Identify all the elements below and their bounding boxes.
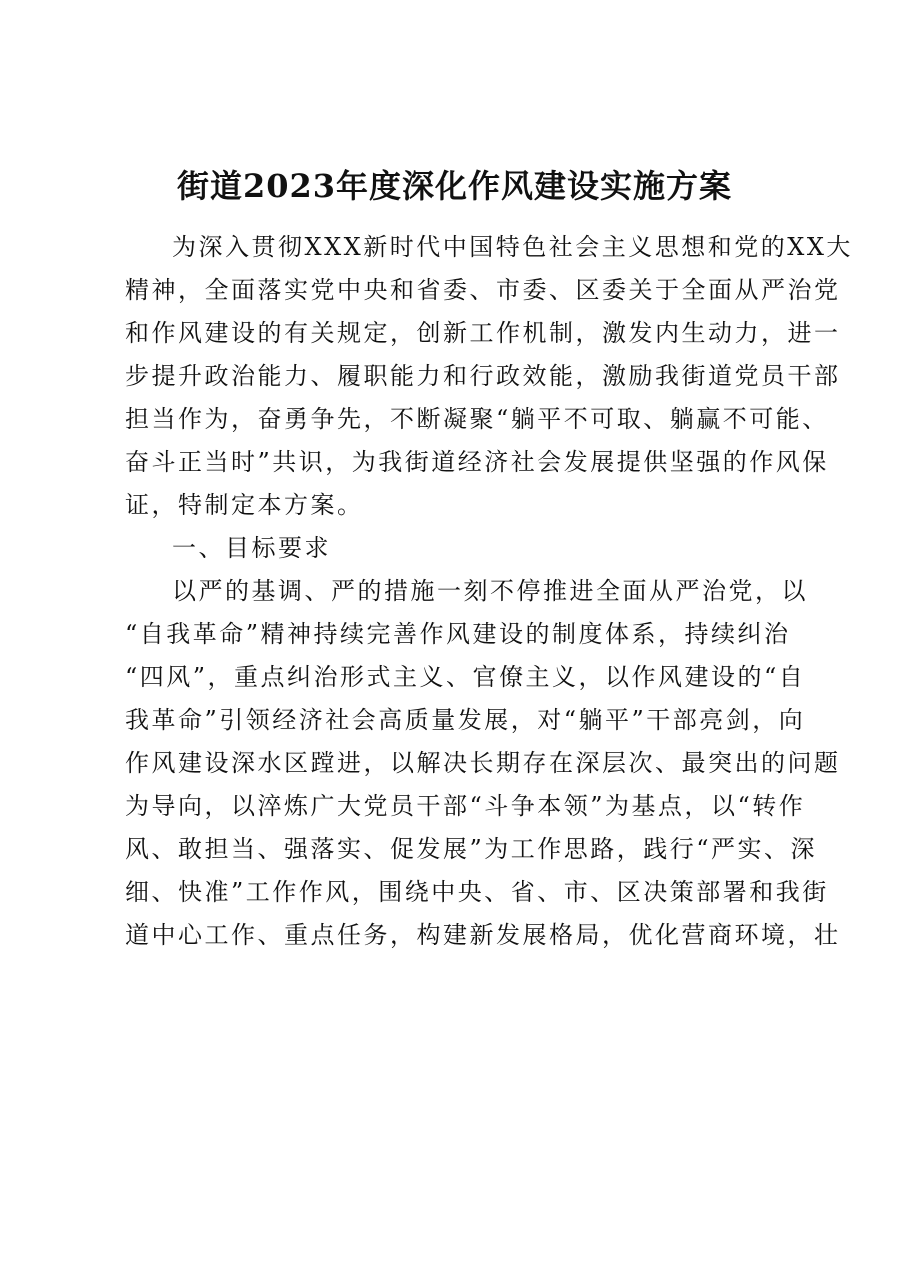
- paragraph-2-line-5: 作风建设深水区蹚进，以解决长期存在深层次、最突出的问题: [125, 749, 841, 777]
- paragraph-1-line-2: 精神，全面落实党中央和省委、市委、区委关于全面从严治党: [125, 276, 841, 304]
- paragraph-2-line-4: 我革命”引领经济社会高质量发展，对“躺平”干部亮剑，向: [125, 706, 806, 734]
- section-heading-1: 一、目标要求: [172, 534, 331, 562]
- paragraph-2-line-1: 以严的基调、严的措施一刻不停推进全面从严治党，以: [172, 577, 808, 605]
- paragraph-1-line-7: 证，特制定本方案。: [125, 491, 364, 519]
- paragraph-1-line-1: 为深入贯彻XXX新时代中国特色社会主义思想和党的XX大: [172, 233, 853, 261]
- paragraph-2-line-2: “自我革命”精神持续完善作风建设的制度体系，持续纠治: [125, 620, 791, 648]
- paragraph-1-line-3: 和作风建设的有关规定，创新工作机制，激发内生动力，进一: [125, 319, 841, 347]
- paragraph-1-line-6: 奋斗正当时”共识，为我街道经济社会发展提供坚强的作风保: [125, 448, 829, 476]
- paragraph-2-line-3: “四风”，重点纠治形式主义、官僚主义，以作风建设的“自: [125, 663, 806, 691]
- paragraph-2-line-8: 细、快准”工作作风，围绕中央、省、市、区决策部署和我街: [125, 878, 829, 906]
- paragraph-2-line-7: 风、敢担当、强落实、促发展”为工作思路，践行“严实、深: [125, 835, 818, 863]
- document-title: 街道2023年度深化作风建设实施方案: [176, 167, 733, 205]
- paragraph-2-line-9: 道中心工作、重点任务，构建新发展格局，优化营商环境，壮: [125, 921, 841, 949]
- paragraph-1-line-5: 担当作为，奋勇争先，不断凝聚“躺平不可取、躺赢不可能、: [125, 405, 829, 433]
- paragraph-2-line-6: 为导向，以淬炼广大党员干部“斗争本领”为基点，以“转作: [125, 792, 806, 820]
- paragraph-1-line-4: 步提升政治能力、履职能力和行政效能，激励我街道党员干部: [125, 362, 841, 390]
